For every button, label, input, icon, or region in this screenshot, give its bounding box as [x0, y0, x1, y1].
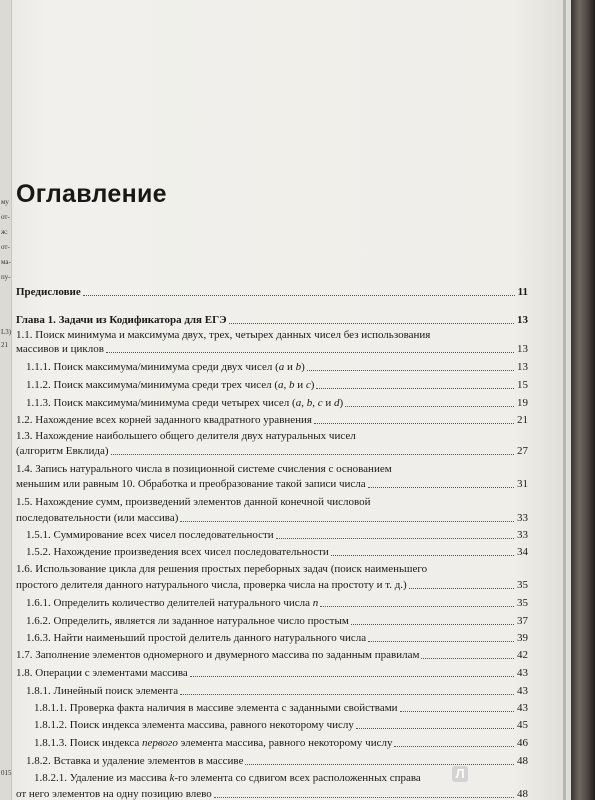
toc-entry-title: (алгоритм Евклида): [16, 445, 109, 457]
toc-page-number: 33: [517, 512, 528, 524]
toc-entry-title: 1.1.2. Поиск максимума/минимума среди трех чисел (a, b и c): [26, 379, 315, 391]
book-spine: [571, 0, 595, 800]
toc-entry-title: 1.8.1. Линейный поиск элемента: [26, 685, 179, 697]
page-edge: [563, 0, 566, 800]
toc-entry: [16, 463, 528, 475]
toc-entry: [16, 615, 528, 627]
toc-leader-dots: [314, 423, 514, 424]
toc-entry: [16, 685, 528, 697]
toc-leader-dots: [394, 746, 514, 747]
margin-fragment: от-: [1, 213, 10, 221]
toc-entry-title: последовательности (или массива): [16, 512, 179, 524]
toc-leader-dots: [180, 694, 514, 695]
toc-leader-dots: [229, 323, 514, 324]
toc-page-number: 37: [517, 615, 528, 627]
toc-entry-title: 1.6. Использование цикла для решения простых переборных задач (поиск наименьшего: [16, 563, 428, 575]
toc-page-number: 43: [517, 685, 528, 697]
toc-entry-title: 1.8.1.3. Поиск индекса первого элемента массива, равного некоторому числу: [34, 737, 393, 749]
toc-entry-title: 1.8.1.2. Поиск индекса элемента массива, равного некоторому числу: [34, 719, 354, 731]
toc-entry: [16, 649, 528, 661]
toc-entry: [16, 737, 528, 749]
toc-page-number: 13: [517, 361, 528, 373]
toc-page-number: 42: [517, 649, 528, 661]
toc-leader-dots: [307, 370, 514, 371]
toc-entry-title: Глава 1. Задачи из Кодификатора для ЕГЭ: [16, 314, 227, 326]
toc-entry: [16, 445, 528, 457]
toc-entry-title: 1.5. Нахождение сумм, произведений элементов данной конечной числовой: [16, 496, 371, 508]
margin-fragment: L3): [1, 328, 12, 336]
toc-entry: [16, 379, 528, 391]
toc-entry-title: 1.6.2. Определить, является ли заданное натуральное число простым: [26, 615, 349, 627]
toc-entry: [16, 788, 528, 800]
toc-entry-title: 1.6.1. Определить количество делителей натурального числа n: [26, 597, 319, 609]
toc-entry-title: от него элементов на одну позицию влево: [16, 788, 212, 800]
toc-entry-title: простого делителя данного натурального числа, проверка числа на простоту и т. д.): [16, 579, 407, 591]
toc-entry-title: 1.1. Поиск минимума и максимума двух, трех, четырех данных чисел без использования: [16, 329, 431, 341]
toc-page-number: 19: [517, 397, 528, 409]
toc-entry: [16, 343, 528, 355]
toc-page-number: 33: [517, 529, 528, 541]
toc-page-number: 21: [517, 414, 528, 426]
toc-entry: [16, 563, 528, 575]
toc-page-number: 46: [517, 737, 528, 749]
toc-leader-dots: [345, 406, 514, 407]
toc-entry-title: массивов и циклов: [16, 343, 104, 355]
toc-leader-dots: [421, 658, 514, 659]
toc-entry-title: 1.2. Нахождение всех корней заданного квадратного уравнения: [16, 414, 312, 426]
toc-entry: [16, 579, 528, 591]
toc-leader-dots: [190, 676, 514, 677]
toc-leader-dots: [320, 606, 514, 607]
toc-page-number: 11: [517, 286, 528, 298]
toc-entry: [16, 478, 528, 490]
toc-entry: [16, 430, 528, 442]
margin-fragment: пу-: [1, 273, 11, 281]
toc-leader-dots: [400, 711, 514, 712]
toc-entry-title: 1.8.2. Вставка и удаление элементов в массиве: [26, 755, 244, 767]
toc-page-number: 35: [517, 579, 528, 591]
toc-page-number: 13: [517, 343, 528, 355]
toc-entry-title: меньшим или равным 10. Обработка и преобразование такой записи числа: [16, 478, 366, 490]
toc-leader-dots: [356, 728, 514, 729]
toc-leader-dots: [368, 641, 514, 642]
toc-page-number: 48: [517, 755, 528, 767]
previous-page-edge: [0, 0, 12, 800]
toc-entry-title: 1.8.1.1. Проверка факта наличия в массиве элемента с заданными свойствами: [34, 702, 398, 714]
toc-entry-title: 1.8. Операции с элементами массива: [16, 667, 188, 679]
toc-page-number: 31: [517, 478, 528, 490]
toc-entry-title: 1.6.3. Найти наименьший простой делитель данного натурального числа: [26, 632, 367, 644]
margin-fragment: ж:: [1, 228, 8, 236]
toc-entry-title: 1.1.1. Поиск максимума/минимума среди двух чисел (a и b): [26, 361, 305, 373]
toc-entry: [16, 702, 528, 714]
toc-page-number: 39: [517, 632, 528, 644]
toc-page-number: 43: [517, 667, 528, 679]
toc-entry: [16, 719, 528, 731]
toc-entry: [16, 632, 528, 644]
toc-entry: [16, 529, 528, 541]
toc-leader-dots: [83, 295, 515, 296]
toc-entry: [16, 361, 528, 373]
toc-entry: [16, 546, 528, 558]
toc-entry: [16, 597, 528, 609]
toc-entry: [16, 314, 528, 326]
toc-entry-title: 1.1.3. Поиск максимума/минимума среди четырех чисел (a, b, c и d): [26, 397, 344, 409]
toc-entry: [16, 496, 528, 508]
toc-leader-dots: [368, 487, 514, 488]
toc-leader-dots: [180, 521, 514, 522]
toc-leader-dots: [409, 588, 514, 589]
toc-leader-dots: [214, 797, 514, 798]
margin-fragment: 015: [1, 769, 12, 777]
toc-entry-title: 1.3. Нахождение наибольшего общего делителя двух натуральных чисел: [16, 430, 356, 442]
toc-leader-dots: [351, 624, 514, 625]
toc-entry: [16, 397, 528, 409]
toc-page-number: 13: [517, 314, 528, 326]
margin-fragment: от-: [1, 243, 10, 251]
toc-entry-title: 1.5.1. Суммирование всех чисел последовательности: [26, 529, 274, 541]
toc-leader-dots: [111, 454, 514, 455]
toc-entry-title: 1.4. Запись натурального числа в позиционной системе счисления с основанием: [16, 463, 392, 475]
toc-leader-dots: [331, 555, 514, 556]
toc-entry: [16, 512, 528, 524]
toc-entry: [16, 414, 528, 426]
toc-entry-title: 1.8.2.1. Удаление из массива k-го элемента со сдвигом всех расположенных справа: [34, 772, 421, 784]
toc-page-number: 34: [517, 546, 528, 558]
toc-leader-dots: [316, 388, 514, 389]
toc-entry-title: 1.5.2. Нахождение произведения всех чисел последовательности: [26, 546, 329, 558]
toc-entry: [16, 329, 528, 341]
toc-leader-dots: [276, 538, 514, 539]
margin-fragment: 21: [1, 341, 8, 349]
toc-entry: [16, 667, 528, 679]
toc-entry: [16, 286, 528, 298]
toc-leader-dots: [245, 764, 514, 765]
toc-entry-title: 1.7. Заполнение элементов одномерного и двумерного массива по заданным правилам: [16, 649, 420, 661]
toc-page-number: 15: [517, 379, 528, 391]
margin-fragment: му: [1, 198, 9, 206]
toc-entry: [16, 755, 528, 767]
toc-entry-title: Предисловие: [16, 286, 81, 298]
toc-page-number: 45: [517, 719, 528, 731]
page-title: Оглавление: [16, 180, 167, 208]
watermark-logo: Л: [452, 766, 468, 782]
toc-page-number: 27: [517, 445, 528, 457]
toc-page-number: 43: [517, 702, 528, 714]
toc-leader-dots: [106, 352, 514, 353]
margin-fragment: ма-: [1, 258, 11, 266]
toc-page-number: 48: [517, 788, 528, 800]
toc-page-number: 35: [517, 597, 528, 609]
